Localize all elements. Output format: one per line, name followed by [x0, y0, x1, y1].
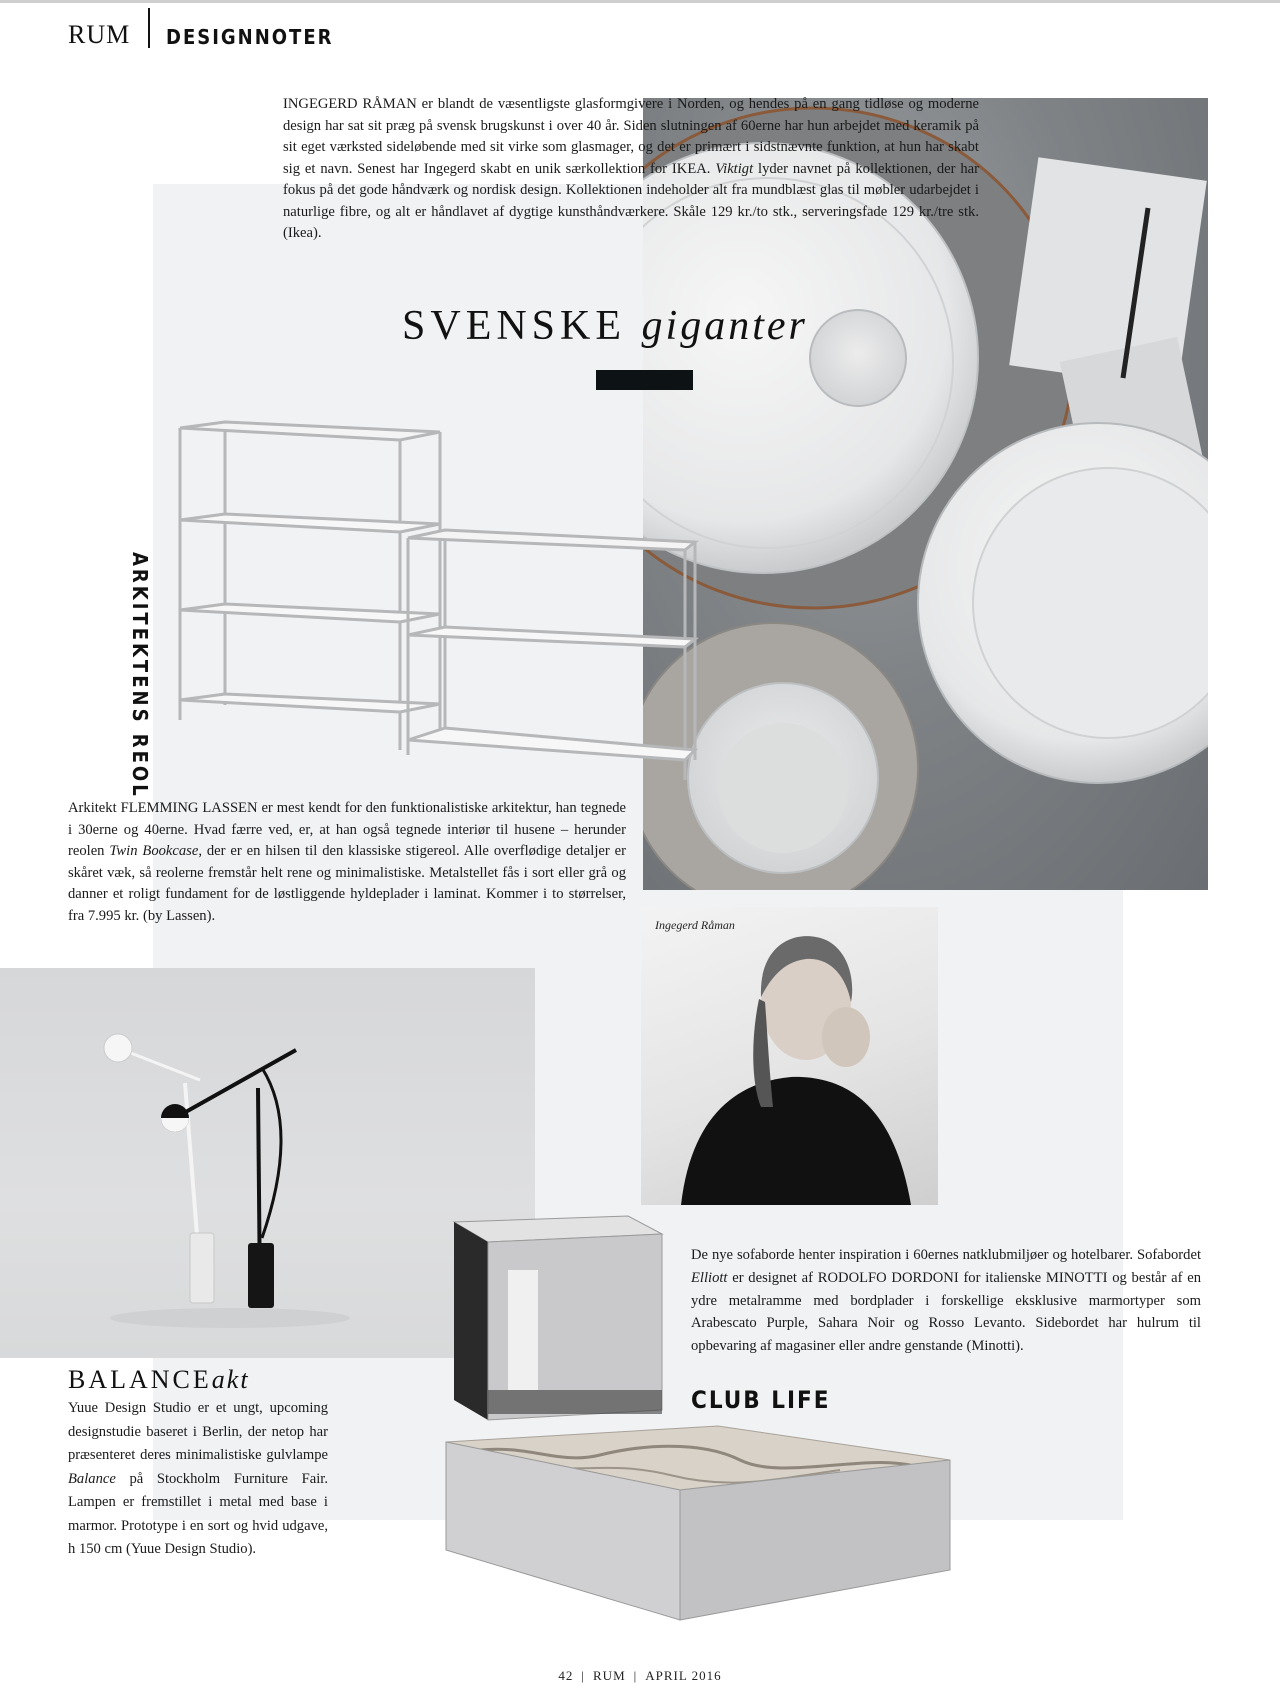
club-life-title: CLUB LIFE [691, 1386, 831, 1414]
balance-title: BALANCEakt [68, 1365, 250, 1394]
footer-brand: RUM [593, 1668, 626, 1683]
coffee-table-illustration [440, 1420, 960, 1630]
portrait-illustration [641, 907, 938, 1205]
section-label: DESIGNNOTER [166, 25, 334, 49]
headline-bar [596, 370, 693, 390]
portrait-caption: Ingegerd Råman [655, 918, 735, 932]
top-border [0, 0, 1280, 3]
page-footer: 42 | RUM | APRIL 2016 [558, 1668, 722, 1683]
header-divider [148, 8, 150, 48]
intro-paragraph: INGEGERD RÅMAN er blandt de væsentligste glasformgivere i Norden, og hendes på en gang tidløse og moderne design har sat sit præg på svensk brugskunst i over 40 år. Siden slutningen af 60erne har hun arbejdet med keramik på sit eget værksted sideløbende med sit virke som glasmager, og det er primært i sidstnævnte funktion, at hun har skabt sig et navn. Senest har Ingegerd skabt en unik særkollektion for IKEA. Viktigt lyder navnet på kollektionen, der har fokus på det gode håndværk og nordisk design. Kollektionen indeholder alt fra mundblæst glas til møbler udarbejdet i naturlige fibre, og alt er håndlavet af dygtige kunsthåndværkere. Skåle 129 kr./to stk., serveringsfade 129 kr./tre stk. (Ikea). [283, 96, 979, 241]
bookcase-paragraph: Arkitekt FLEMMING LASSEN er mest kendt for den funktionalistiske arkitektur, han tegnede i 30erne og 40erne. Hvad færre ved, er, at han også tegnede interiør til husene – herunder reolen Twin Bookcase, der er en hilsen til den klassiske stigereol. Alle overflødige detaljer er skåret væk, så reolerne fremstår helt rene og minimalistiske. Metalstellet fås i sort eller grå og danner et roligt fundament for de løstliggende hyldeplader i laminat. Kommer i to størrelser, fra 7.995 kr. (by Lassen). [68, 800, 626, 924]
coffee-table-photo [440, 1420, 960, 1630]
sofa-table-name: Elliott [691, 1269, 728, 1286]
magazine-brand: RUM [68, 20, 131, 49]
lamp-name: Balance [68, 1470, 116, 1487]
page-number: 42 [558, 1668, 574, 1683]
footer-issue: APRIL 2016 [645, 1668, 722, 1683]
side-table-illustration [448, 1210, 668, 1425]
side-table-photo [448, 1210, 668, 1425]
collection-name: Viktigt [715, 160, 754, 177]
bookcase-photo [170, 410, 700, 780]
product-name: Twin Bookcase [109, 843, 199, 859]
page-headline: SVENSKE giganter [402, 303, 808, 349]
intro-lead-name: INGEGERD RÅMAN [283, 96, 417, 112]
club-life-paragraph: De nye sofaborde henter inspiration i 60ernes natklubmiljøer og hotelbarer. Sofabordet Elliott er designet af RODOLFO DORDONI for italienske MINOTTI og består af en ydre metalramme med bordplader i forskellige eksklusive marmortyper som Arabescato Purple, Sahara Noir og Rosso Levanto. Sidebordet har hulrum til opbevaring af magasiner eller andre genstande (Minotti). [691, 1247, 1201, 1355]
balance-paragraph: Yuue Design Studio er et ungt, upcoming designstudie baseret i Berlin, der netop har præsenteret deres minimalistiske gulvlampe Balance på Stockholm Furniture Fair. Lampen er fremstillet i metal med base i marmor. Prototype i en sort og hvid udgave, h 150 cm (Yuue Design Studio). [68, 1400, 328, 1557]
vertical-section-title: ARKITEKTENS REOL [128, 552, 152, 799]
bookcase-illustration [170, 410, 700, 780]
portrait-photo [641, 907, 938, 1205]
